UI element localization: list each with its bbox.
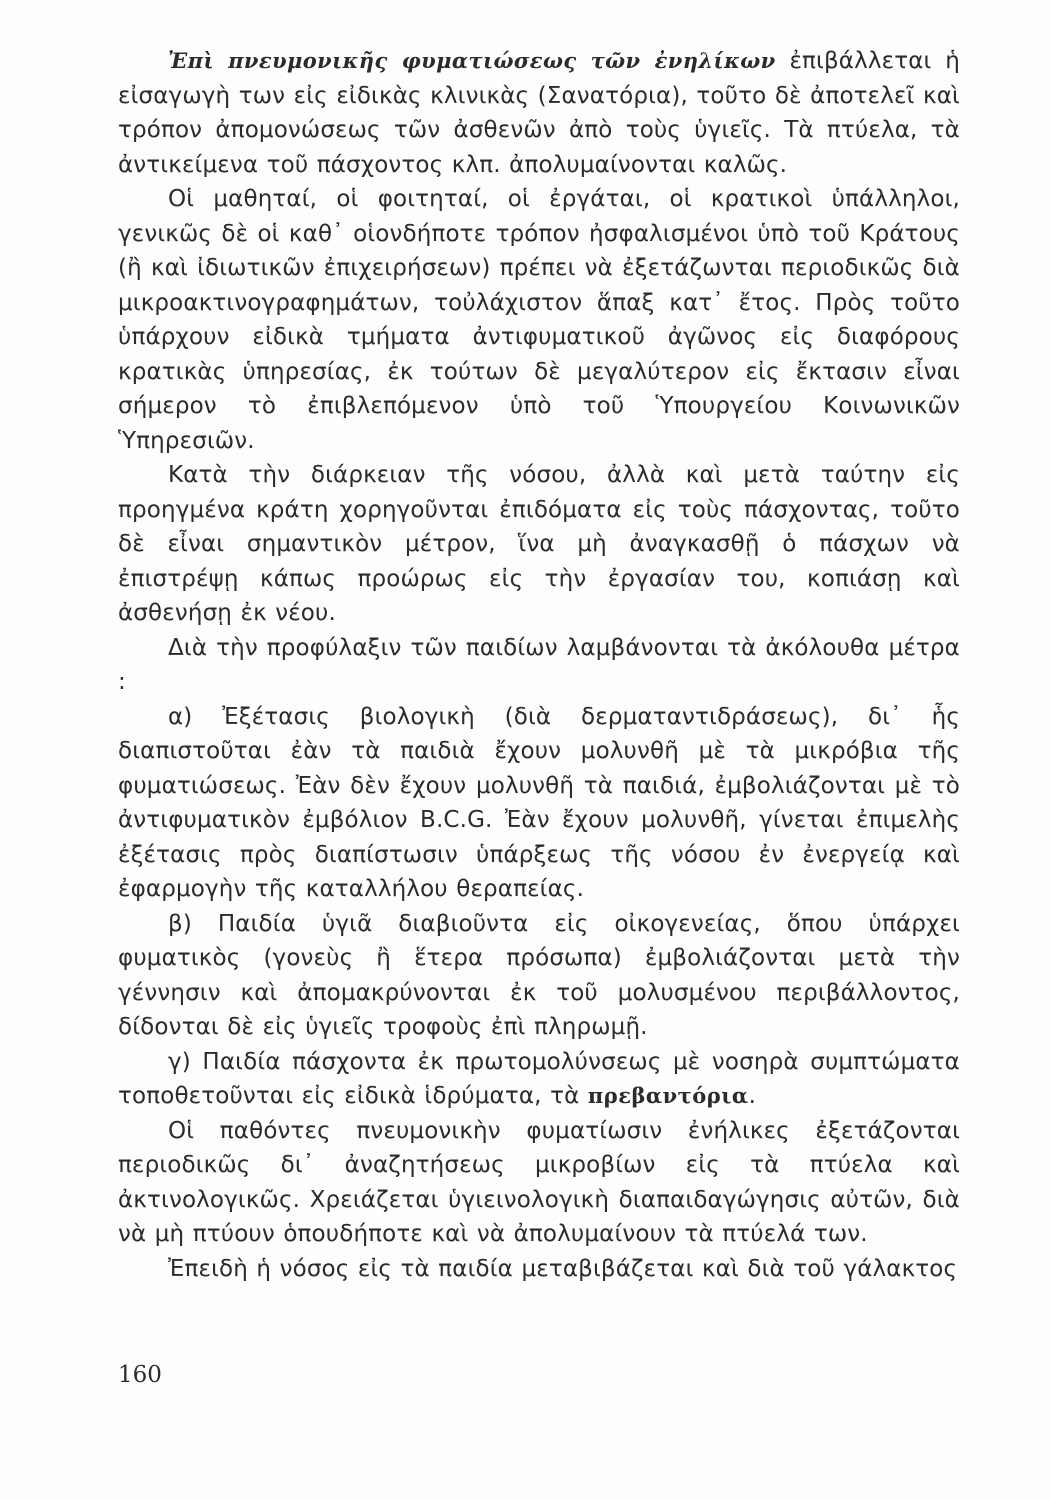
list-item-c-text: γ) Παιδία πάσχοντα ἐκ πρωτομολύνσεως μὲ νοσηρὰ συμπτώματα τοποθετοῦνται εἰς εἰδικὰ ἱδρύματα, τὰ bbox=[118, 1048, 960, 1109]
paragraph-adult-followup: Οἱ παθόντες πνευμονικὴν φυματίωσιν ἐνήλικες ἐξετάζονται περιοδικῶς δι᾽ ἀναζητήσεως μικροβίων εἰς τὰ πτύελα καὶ ἀκτινολογικῶς. Χρειάζεται ὑγιεινολογικὴ διαπαιδαγώγησις αὐτῶν, διὰ νὰ μὴ πτύουν ὁπουδήποτε καὶ νὰ ἀπολυμαίνουν τὰ πτύελά των. bbox=[118, 1117, 960, 1247]
paragraph-adult-tuberculosis bbox=[118, 44, 960, 182]
list-item-c-end: . bbox=[748, 1083, 757, 1109]
paragraph-milk-transmission: Ἐπειδὴ ἡ νόσος εἰς τὰ παιδία μεταβιβάζεται καὶ διὰ τοῦ γάλακτος bbox=[168, 1255, 958, 1282]
list-item-c bbox=[118, 1045, 960, 1114]
paragraph-text: ἐπιβάλλεται ἡ εἰσαγωγὴ των εἰς εἰδικὰς κλινικὰς (Σανατόρια), τοῦτο δὲ ἀποτελεῖ καὶ τρόπον ἀπομονώσεως τῶν ἀσθενῶν ἀπὸ τοὺς ὑγιεῖς. Τὰ πτύελα, τὰ ἀντικείμενα τοῦ πάσχοντος κλπ. ἀπολυμαίνονται καλῶς. bbox=[118, 48, 960, 178]
list-item-a: α) Ἐξέτασις βιολογικὴ (διὰ δερματαντιδράσεως), δι᾽ ἧς διαπιστοῦται ἐὰν τὰ παιδιὰ ἔχουν μολυνθῆ μὲ τὰ μικρόβια τῆς φυματιώσεως. Ἐὰν δὲν ἔχουν μολυνθῆ τὰ παιδιά, ἐμβολιάζονται μὲ τὸ ἀντιφυματικὸν ἐμβόλιον B.C.G. Ἐὰν ἔχουν μολυνθῆ, γίνεται ἐπιμελὴς ἐξέτασις πρὸς διαπίστωσιν ὑπάρξεως τῆς νόσου ἐν ἐνεργείᾳ καὶ ἐφαρμογὴν τῆς καταλλήλου θεραπείας. bbox=[118, 703, 960, 902]
paragraph-lead-bold: Ἐπὶ πνευμονικῆς φυματιώσεως τῶν ἐνηλίκων bbox=[168, 48, 776, 73]
page-text-block bbox=[118, 44, 960, 1286]
paragraph-screening: Οἱ μαθηταί, οἱ φοιτηταί, οἱ ἐργάται, οἱ κρατικοὶ ὑπάλληλοι, γενικῶς δὲ οἱ καθ᾽ οἱονδήποτε τρόπον ἠσφαλισμένοι ὑπὸ τοῦ Κράτους (ἢ καὶ ἰδιωτικῶν ἐπιχειρήσεων) πρέπει νὰ ἐξετάζωνται περιοδικῶς διὰ μικροακτινογραφημάτων, τοὐλάχιστον ἅπαξ κατ᾽ ἔτος. Πρὸς τοῦτο ὑπάρχουν εἰδικὰ τμήματα ἀντιφυματικοῦ ἀγῶνος εἰς διαφόρους κρατικὰς ὑπηρεσίας, ἐκ τούτων δὲ μεγαλύτερον εἰς ἔκτασιν εἶναι σήμερον τὸ ἐπιβλεπόμενον ὑπὸ τοῦ Ὑπουργείου Κοινωνικῶν Ὑπηρεσιῶν. bbox=[118, 186, 960, 454]
list-item-b: β) Παιδία ὑγιᾶ διαβιοῦντα εἰς οἰκογενείας, ὅπου ὑπάρχει φυματικὸς (γονεὺς ἢ ἕτερα πρόσωπα) ἐμβολιάζονται μετὰ τὴν γέννησιν καὶ ἀπομακρύνονται ἐκ τοῦ μολυσμένου περιβάλλοντος, δίδονται δὲ εἰς ὑγιεῖς τροφοὺς ἐπὶ πληρωμῇ. bbox=[118, 910, 960, 1040]
page-number: 160 bbox=[118, 1362, 162, 1388]
list-item-c-bold-term: πρεβαντόρια bbox=[587, 1083, 749, 1108]
paragraph-children-measures: Διὰ τὴν προφύλαξιν τῶν παιδίων λαμβάνονται τὰ ἀκόλουθα μέτρα : bbox=[118, 634, 960, 695]
paragraph-allowances: Κατὰ τὴν διάρκειαν τῆς νόσου, ἀλλὰ καὶ μετὰ ταύτην εἰς προηγμένα κράτη χορηγοῦνται ἐπιδόματα εἰς τοὺς πάσχοντας, τοῦτο δὲ εἶναι σημαντικὸν μέτρον, ἵνα μὴ ἀναγκασθῇ ὁ πάσχων νὰ ἐπιστρέψῃ κάπως προώρως εἰς τὴν ἐργασίαν του, κοπιάσῃ καὶ ἀσθενήσῃ ἐκ νέου. bbox=[118, 462, 960, 626]
